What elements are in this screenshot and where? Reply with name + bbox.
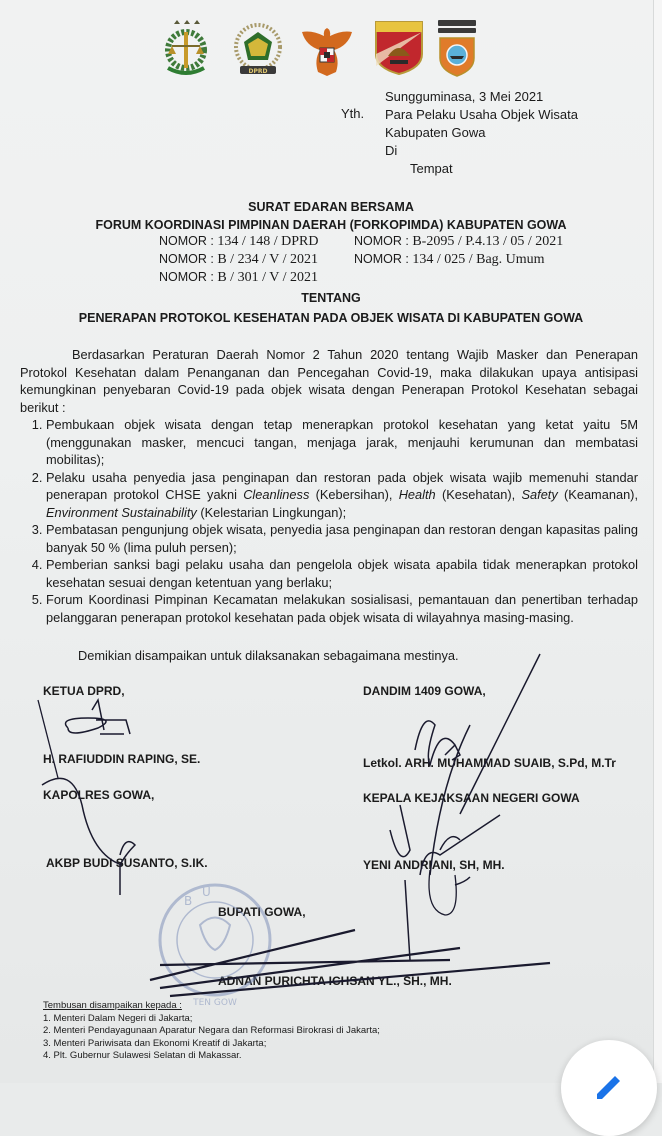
carbon-copy-item: 1. Menteri Dalam Negeri di Jakarta; — [43, 1012, 193, 1024]
intro-paragraph: Berdasarkan Peraturan Daerah Nomor 2 Tahun 2020 tentang Wajib Masker dan Penerapan Protokol Kesehatan dalam Penanganan dan Pencegahan Covid-19, maka dilakukan upaya antisipasi kemungkinan penyebaran Covid-19 pada objek wisata dengan Penerapan Protokol Kesehatan sebagai berikut : — [20, 347, 638, 415]
signatory-dprd-title: KETUA DPRD, — [43, 684, 125, 698]
svg-text:U: U — [202, 885, 211, 899]
carbon-copy-item: 3. Menteri Pariwisata dan Ekonomi Kreatif di Jakarta; — [43, 1037, 267, 1049]
document-subtitle: FORUM KOORDINASI PIMPINAN DAERAH (FORKOPIMDA) KABUPATEN GOWA — [95, 218, 567, 232]
polres-badge-icon — [436, 20, 478, 78]
dprd-emblem-icon — [232, 20, 284, 78]
signatory-kapolres-title: KAPOLRES GOWA, — [43, 788, 155, 802]
nomor-polres: NOMOR : B / 301 / V / 2021 — [159, 270, 318, 285]
address-block — [385, 88, 578, 178]
carbon-copy-title: Tembusan disampaikan kepada : — [43, 1000, 182, 1011]
signatory-dandim-name: Letkol. ARH. MUHAMMAD SUAIB, S.Pd, M.Tr — [363, 756, 616, 770]
signatory-bupati-title: BUPATI GOWA, — [218, 905, 306, 919]
signatory-kapolres-name: AKBP BUDI SUSANTO, S.IK. — [46, 856, 208, 870]
kejaksaan-emblem-icon — [160, 20, 212, 78]
carbon-copy-item: 4. Plt. Gubernur Sulawesi Selatan di Makassar. — [43, 1050, 242, 1061]
signatory-dprd-name: H. RAFIUDDIN RAPING, SE. — [43, 752, 201, 766]
nomor-dprd: NOMOR : 134 / 148 / DPRD — [159, 234, 319, 249]
closing-sentence: Demikian disampaikan untuk dilaksanakan sebagaimana mestinya. — [78, 648, 459, 663]
kodim-shield-icon — [374, 20, 424, 76]
protocol-item-5: 5. Forum Koordinasi Pimpinan Kecamatan melakukan sosialisasi, pemantauan dan penertiban terhadap pelanggaran penerapan protokol kesehatan pada objek wisata di wilayahnya masing-masing. — [46, 591, 638, 626]
protocol-item-1: 1. Pembukaan objek wisata dengan tetap menerapkan protokol kesehatan yang ketat yaitu 5M (menggunakan masker, mencuci tangan, menjaga jarak, menjauhi kerumunan dan membatasi mobilitas); — [46, 416, 638, 469]
nomor-kodim: NOMOR : B / 234 / V / 2021 — [159, 252, 318, 267]
edit-fab-button[interactable] — [561, 1040, 657, 1136]
document-title: SURAT EDARAN BERSAMA — [248, 200, 414, 214]
place-date: Sungguminasa, 3 Mei 2021 — [385, 89, 544, 104]
svg-text:DPRD: DPRD — [248, 68, 268, 75]
recipient-line-4: Tempat — [410, 161, 453, 176]
recipient-line-1: Para Pelaku Usaha Objek Wisata — [385, 107, 578, 122]
protocol-list — [20, 416, 638, 626]
nomor-kejaksaan: NOMOR : B-2095 / P.4.13 / 05 / 2021 — [354, 234, 564, 249]
signatory-bupati-name: ADNAN PURICHTA ICHSAN YL., SH., MH. — [218, 974, 452, 988]
signatory-kajari-title: KEPALA KEJAKSAAN NEGERI GOWA — [363, 791, 580, 805]
page-edge — [653, 0, 662, 1083]
tentang-label: TENTANG — [301, 291, 361, 305]
document-body — [20, 346, 638, 626]
protocol-item-2: 2. Pelaku usaha penyedia jasa penginapan dan restoran pada objek wisata wajib memenuhi standar penerapan protokol CHSE yakni Cleanliness (Kebersihan), Health (Kesehatan), Safety (Keamanan), Environment Sustainability (Kelestarian Lingkungan); — [46, 469, 638, 522]
carbon-copy-section — [43, 1000, 380, 1063]
recipient-prefix: Yth. — [341, 106, 365, 121]
recipient-line-3: Di — [385, 143, 398, 158]
svg-text:TEN GOW: TEN GOW — [193, 998, 237, 1008]
signatory-kajari-name: YENI ANDRIANI, SH, MH. — [363, 858, 505, 872]
document-subject: PENERAPAN PROTOKOL KESEHATAN PADA OBJEK WISATA DI KABUPATEN GOWA — [78, 311, 584, 325]
edit-pencil-icon — [589, 1062, 629, 1102]
recipient-line-2: Kabupaten Gowa — [385, 125, 486, 140]
signatures-and-stamp — [0, 640, 662, 1030]
nomor-bupati: NOMOR : 134 / 025 / Bag. Umum — [354, 252, 545, 267]
svg-text:B: B — [184, 894, 193, 908]
carbon-copy-item: 2. Menteri Pendayagunaan Aparatur Negara dan Reformasi Birokrasi di Jakarta; — [43, 1025, 380, 1036]
signatory-dandim-title: DANDIM 1409 GOWA, — [363, 684, 486, 698]
protocol-item-4: 4. Pemberian sanksi bagi pelaku usaha dan pengelola objek wisata apabila tidak menerapkan protokol kesehatan sesuai dengan ketentuan yang berlaku; — [46, 556, 638, 591]
header-logos — [160, 20, 480, 80]
garuda-pancasila-icon — [298, 20, 356, 78]
protocol-item-3: 3. Pembatasan pengunjung objek wisata, penyedia jasa penginapan dan restoran dengan kapasitas paling banyak 50 % (lima puluh persen); — [46, 521, 638, 556]
